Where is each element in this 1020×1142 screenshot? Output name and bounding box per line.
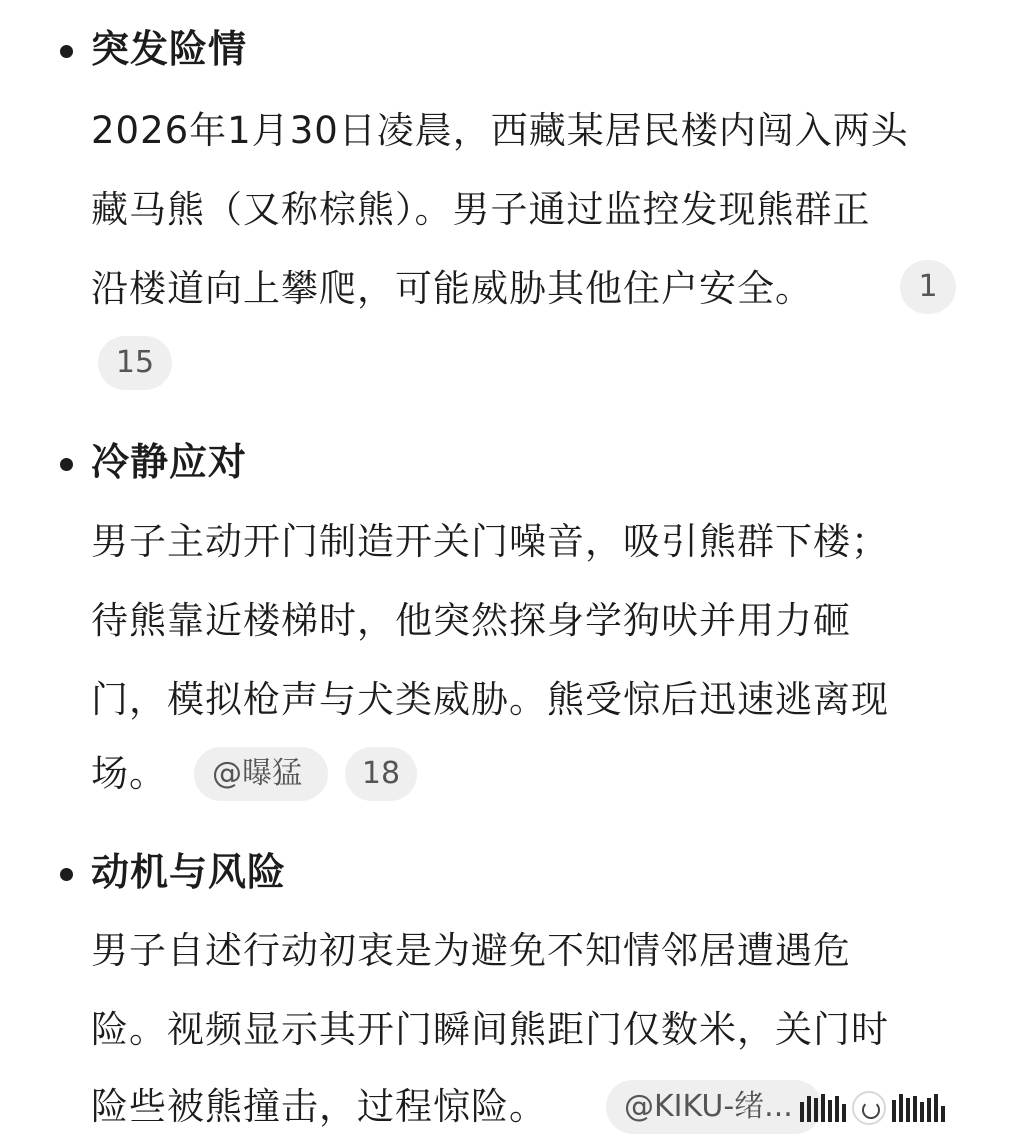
section-heading: 动机与风险 bbox=[91, 850, 287, 894]
source-chip[interactable]: @曝猛 bbox=[194, 747, 328, 801]
body-line: 藏马熊（又称棕熊）。男子通过监控发现熊群正 bbox=[91, 188, 871, 231]
citation-chip[interactable]: 18 bbox=[345, 747, 417, 801]
watermark-bars-icon bbox=[800, 1094, 846, 1122]
citation-chip[interactable]: 15 bbox=[98, 336, 172, 390]
body-line: 险些被熊撞击，过程惊险。 bbox=[91, 1085, 547, 1128]
body-line: 男子自述行动初衷是为避免不知情邻居遭遇危 bbox=[91, 929, 851, 972]
body-line: 2026年1月30日凌晨，西藏某居民楼内闯入两头 bbox=[91, 109, 909, 152]
body-line: 险。视频显示其开门瞬间熊距门仅数米，关门时 bbox=[91, 1008, 889, 1051]
source-chip[interactable]: @KIKU-绪... bbox=[606, 1080, 822, 1134]
section-heading: 冷静应对 bbox=[91, 440, 248, 484]
body-line: 场。 bbox=[91, 752, 167, 795]
bullet-dot-icon bbox=[60, 458, 73, 471]
watermark-bars-icon bbox=[892, 1094, 945, 1122]
body-line: 门，模拟枪声与犬类威胁。熊受惊后迅速逃离现 bbox=[91, 678, 889, 721]
bullet-dot-icon bbox=[60, 868, 73, 881]
body-line: 沿楼道向上攀爬，可能威胁其他住户安全。 bbox=[91, 267, 813, 310]
watermark-logo-icon bbox=[852, 1091, 886, 1125]
body-line: 男子主动开门制造开关门噪音，吸引熊群下楼； bbox=[91, 520, 889, 563]
body-line: 待熊靠近楼梯时，他突然探身学狗吠并用力砸 bbox=[91, 599, 851, 642]
bullet-dot-icon bbox=[60, 45, 73, 58]
watermark bbox=[800, 1084, 1010, 1132]
section-heading: 突发险情 bbox=[91, 27, 248, 71]
citation-chip[interactable]: 1 bbox=[900, 260, 956, 314]
